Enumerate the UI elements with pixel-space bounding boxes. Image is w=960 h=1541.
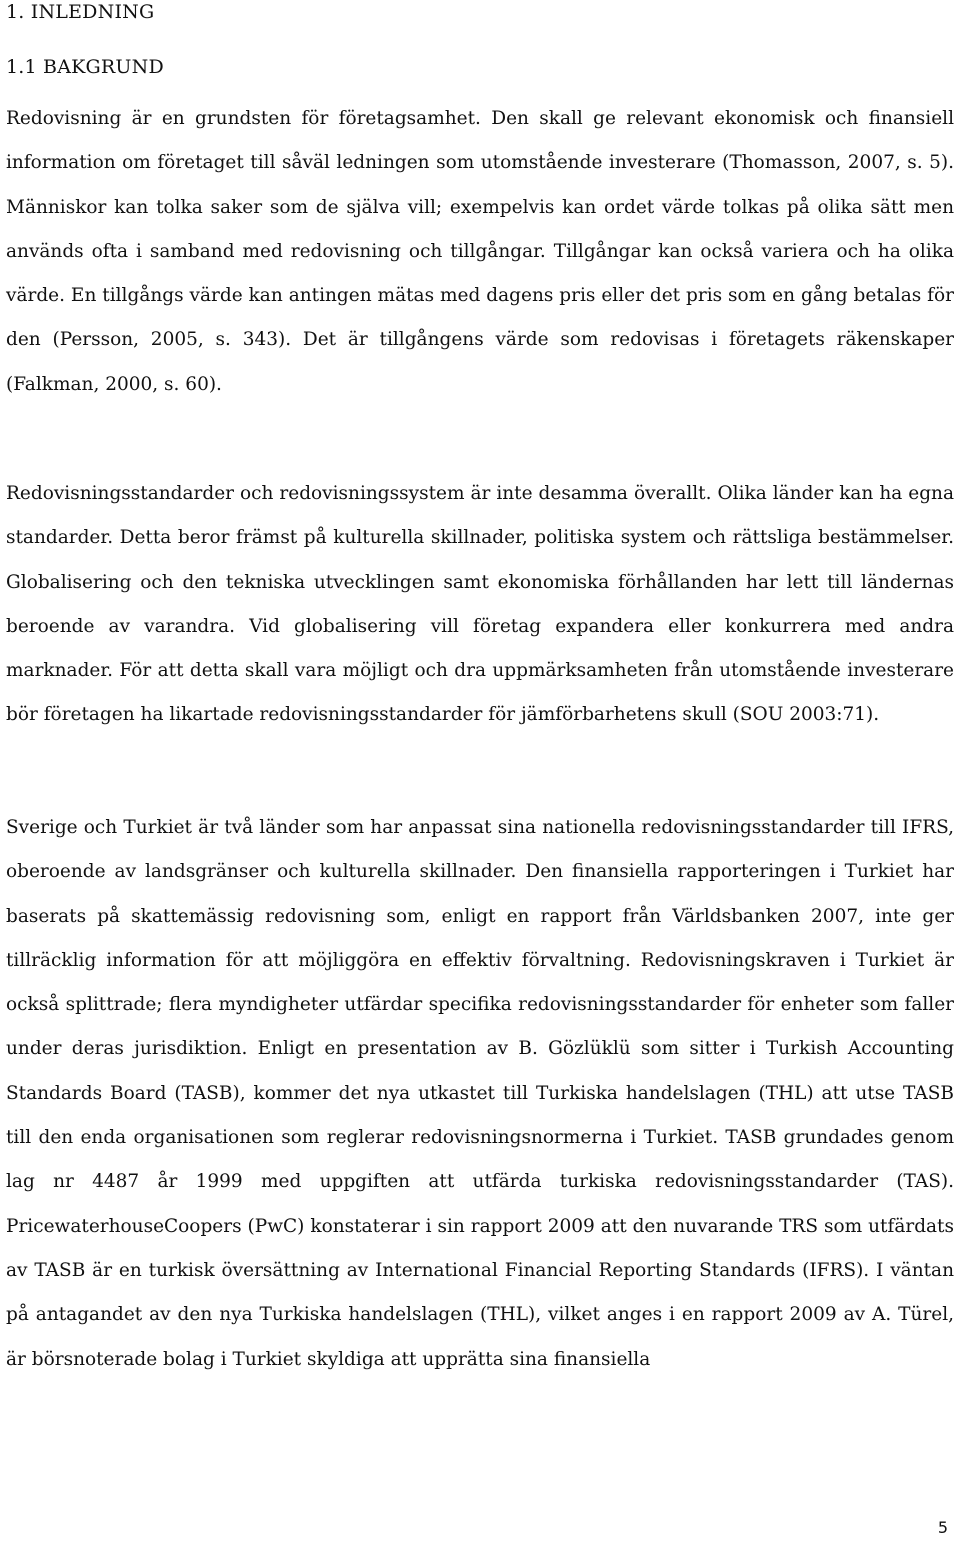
paragraph-standarder: Redovisningsstandarder och redovisningssystem är inte desamma överallt. Olika länder kan ha egna standarder. Detta beror främst på kulturella skillnader, politiska system och rättsliga bestämmelser. Globalisering och den tekniska utvecklingen samt ekonomiska förhållanden har lett till ländernas beroende av varandra. Vid globalisering vill företag expandera eller konkurrera med andra marknader. För att detta skall vara möjligt och dra uppmärksamheten från utomstående investerare bör företagen ha likartade redovisningsstandarder för jämförbarhetens skull (SOU 2003:71). bbox=[6, 483, 954, 726]
page-number: 5 bbox=[937, 1518, 948, 1537]
chapter-heading: 1. INLEDNING bbox=[6, 1, 155, 23]
paragraph-redovisning: Redovisning är en grundsten för företagsamhet. Den skall ge relevant ekonomisk och finansiell information om företaget till såväl ledningen som utomstående investerare (Thomasson, 2007, s. 5). Människor kan tolka saker som de själva vill; exempelvis kan ordet värde tolkas på olika sätt men används ofta i samband med redovisning och tillgångar. Tillgångar kan också variera och ha olika värde. En tillgångs värde kan antingen mätas med dagens pris eller det pris som en gång betalas för den (Persson, 2005, s. 343). Det är tillgångens värde som redovisas i företagets räkenskaper (Falkman, 2000, s. 60). bbox=[6, 108, 954, 395]
paragraph-sverige-turkiet: Sverige och Turkiet är två länder som har anpassat sina nationella redovisningsstandarder till IFRS, oberoende av landsgränser och kulturella skillnader. Den finansiella rapporteringen i Turkiet har baserats på skattemässig redovisning som, enligt en rapport från Världsbanken 2007, inte ger tillräcklig information för att möjliggöra en effektiv förvaltning. Redovisningskraven i Turkiet är också splittrade; flera myndigheter utfärdar specifika redovisningsstandarder för enheter som faller under deras jurisdiktion. Enligt en presentation av B. Gözlüklü som sitter i Turkish Accounting Standards Board (TASB), kommer det nya utkastet till Turkiska handelslagen (THL) att utse TASB till den enda organisationen som reglerar redovisningsnormerna i Turkiet. TASB grundades genom lag nr 4487 år 1999 med uppgiften att utfärda turkiska redovisningsstandarder (TAS). PricewaterhouseCoopers (PwC) konstaterar i sin rapport 2009 att den nuvarande TRS som utfärdats av TASB är en turkisk översättning av International Financial Reporting Standards (IFRS). I väntan på antagandet av den nya Turkiska handelslagen (THL), vilket anges i en rapport 2009 av A. Türel, är börsnoterade bolag i Turkiet skyldiga att upprätta sina finansiella bbox=[6, 817, 954, 1370]
section-heading: 1.1 BAKGRUND bbox=[6, 56, 164, 78]
document-page bbox=[6, 0, 954, 1541]
